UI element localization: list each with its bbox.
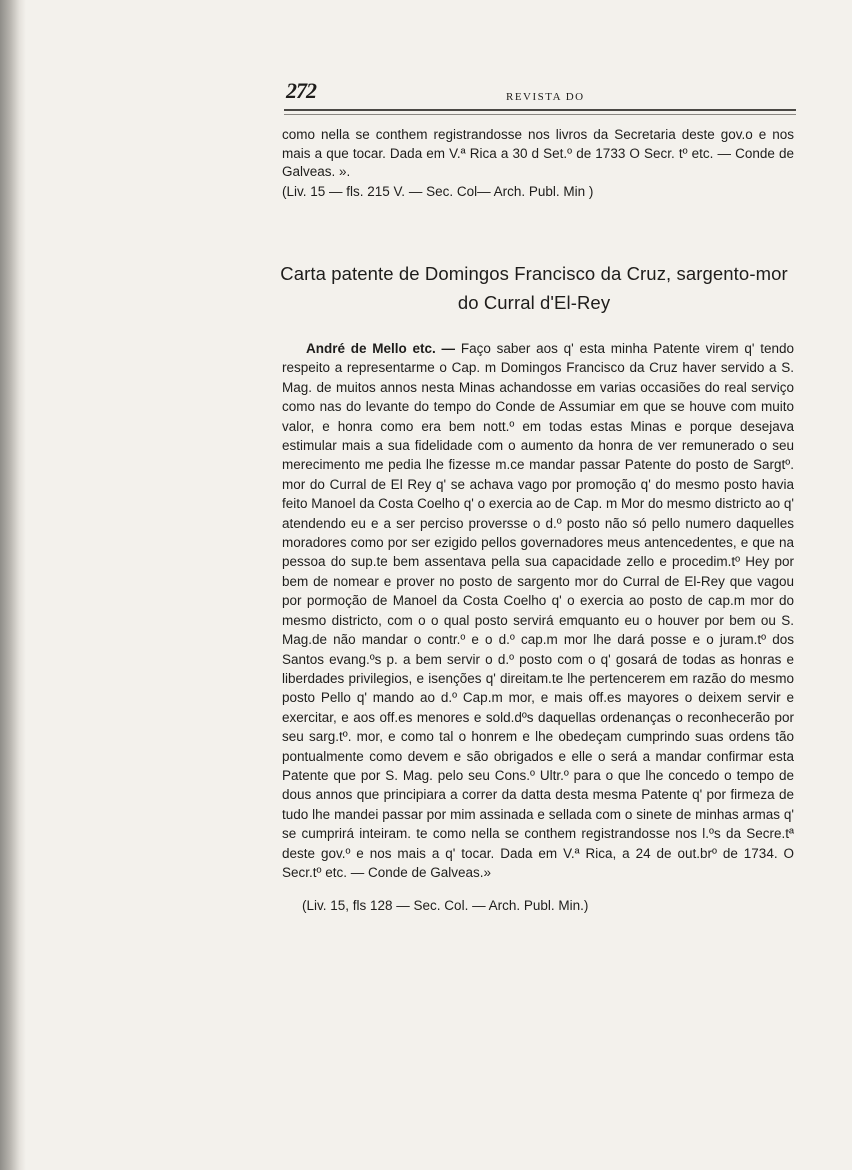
intro-reference: (Liv. 15 — fls. 215 V. — Sec. Col— Arch. Publ. Min ) — [282, 183, 594, 199]
letter-salutation: André de Mello etc. — — [306, 341, 456, 356]
source-reference: (Liv. 15, fls 128 — Sec. Col. — Arch. Publ. Min.) — [302, 898, 589, 914]
running-head: REVISTA DO — [506, 91, 585, 103]
title-line-2: do Curral d'El-Rey — [457, 292, 611, 313]
page-number: 272 — [286, 78, 316, 103]
letter-text: Faço saber aos q' esta minha Patente virem q' tendo respeito a representarme o Cap. m Domingos Francisco da Cruz haver servido a S. Mag. de muitos annos nesta Minas achandosse em varias occasiões do real serviço como nas do levante do tempo do Conde de Assumiar em que se houve com muito valor, e honra como era bem nott.º em todas estas Minas e porque desejava estimular mais a sua fidelidade com o aumento da honra de ver remunerado o seu merecimento me pedia lhe fizesse m.ce mandar passar Patente do posto de Sargtº. mor do Curral de El Rey q' se achava vago por promoção q' do mesmo posto havia feito Manoel da Costa Coelho q' o exercia ao de Cap. m Mor do mesmo districto ao q' atendendo eu e a ser perciso proversse o d.º posto não só pello numero daquelles moradores como por ser ezigido pellos governadores meus antencedentes, e que na pessoa do sup.te bem assentava pella sua capacidade zello e procedim.tº Hey por bem de nomear e prover no posto de sargento mor do Curral de El-Rey que vagou por pormoção de Manoel da Costa Coelho q' o exercia ao posto de cap.m mor do mesmo districto, com o o qual posto servirá emquanto eu o houver por bem ou S. Mag.de não mandar o contr.º e o d.º cap.m mor lhe dará posse e o juram.tº dos Santos evang.ºs p. a bem servir o d.º posto com o q' gosará de todas as honras e liberdades privilegios, e isenções q' direitam.te lhe pertencerem em razão do mesmo posto Pello q' mando ao d.º Cap.m mor, e mais off.es mayores o deixem servir e exercitar, e aos off.es menores e sold.dºs daquellas ordenanças o reconhecerão por seu sarg.tº. mor, e como tal o honrem e lhe obedeçam cumprindo suas ordens tão pontualmente como devem e são obrigados e elle o será a mandar confirmar esta Patente que por S. Mag. pelo seu Cons.º Ultr.º para o que lhe concedo o tempo de dous annos que principiara a correr da datta desta mesma Patente q' por firmeza de tudo lhe mandei passar por mim assinada e sellada com o sinete de minhas armas q' se cumprirá inteiram. te como nella se conthem registrandosse nos l.ºs da Secre.tª deste gov.º e nos mais a q' tocar. Dada em V.ª Rica, a 24 de out.brº de 1734. O Secr.tº etc. — Conde de Galveas.» — [282, 341, 794, 880]
letter-body — [274, 339, 794, 882]
page-header — [274, 78, 794, 108]
header-rule — [284, 109, 796, 115]
letter-paragraph — [282, 339, 794, 882]
document-title — [274, 259, 794, 317]
intro-text: como nella se conthem registrandosse nos livros da Secretaria deste gov.o e nos mais a que tocar. Dada em V.ª Rica a 30 d Set.º de 1733 O Secr. tº etc. — Conde de Galveas. ». — [282, 127, 794, 179]
title-line-1: Carta patente de Domingos Francisco da Cruz, sargento-mor — [280, 263, 788, 284]
binding-edge — [0, 0, 26, 1170]
document-page — [274, 78, 794, 913]
intro-block — [274, 126, 794, 201]
